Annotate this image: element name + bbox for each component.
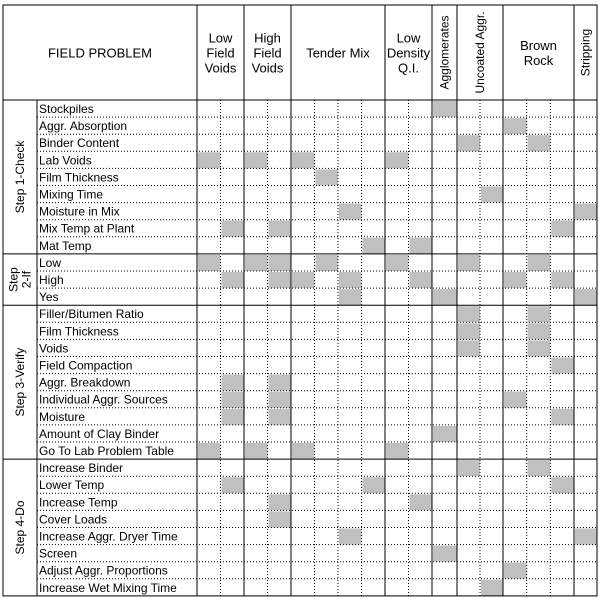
- shaded-cell: [269, 255, 292, 271]
- shaded-cell: [363, 238, 386, 254]
- row-label: Mat Temp: [39, 238, 92, 253]
- shaded-cell: [528, 340, 551, 356]
- shaded-cell: [575, 289, 597, 305]
- step-label: 2-If: [19, 270, 34, 289]
- shaded-cell: [575, 529, 597, 545]
- shaded-cell: [433, 101, 457, 117]
- shaded-cell: [198, 443, 221, 459]
- column-header-line: Q.I.: [398, 60, 419, 76]
- shaded-cell: [316, 169, 339, 185]
- row-label: Screen: [39, 546, 78, 561]
- row-label: Low: [39, 255, 62, 270]
- shaded-cell: [551, 221, 574, 237]
- column-header-line: Tender Mix: [306, 45, 370, 61]
- shaded-cell: [245, 152, 268, 168]
- shaded-cell: [504, 563, 527, 579]
- shaded-cell: [504, 118, 527, 134]
- row-label: Field Compaction: [39, 358, 133, 373]
- shaded-cell: [528, 306, 551, 322]
- shaded-cell: [433, 546, 457, 562]
- shaded-cell: [433, 289, 457, 305]
- row-label: Mixing Time: [39, 187, 104, 202]
- row-label: Moisture in Mix: [39, 204, 120, 219]
- column-header-line: Brown: [520, 38, 557, 53]
- shaded-cell: [528, 323, 551, 339]
- shaded-cell: [481, 580, 503, 596]
- shaded-cell: [528, 460, 551, 476]
- shaded-cell: [339, 529, 362, 545]
- row-label: Lower Temp: [39, 478, 105, 493]
- shaded-cell: [269, 409, 292, 425]
- column-header-line: Voids: [251, 60, 284, 76]
- row-label: Increase Temp: [39, 495, 118, 510]
- step-label: Step 4-Do: [13, 500, 27, 555]
- shaded-cell: [458, 255, 480, 271]
- column-header-line: Field: [206, 45, 235, 61]
- step-label: Step: [6, 267, 21, 292]
- shaded-cell: [363, 477, 386, 493]
- row-label: Voids: [39, 341, 69, 356]
- column-header-line: Field: [253, 45, 282, 61]
- shaded-cell: [245, 255, 268, 271]
- row-label: Go To Lab Problem Table: [39, 444, 174, 458]
- shaded-cell: [339, 289, 362, 305]
- step-label: Step 1-Check: [13, 140, 27, 214]
- column-header-line: Low: [208, 30, 233, 46]
- shaded-cell: [410, 272, 433, 288]
- shaded-cell: [386, 443, 409, 459]
- shaded-cell: [222, 409, 245, 425]
- row-label: Increase Binder: [39, 461, 124, 476]
- shaded-cell: [316, 255, 339, 271]
- step-label: Step 3-Verify: [13, 347, 27, 417]
- shaded-cell: [269, 392, 292, 408]
- row-label: Binder Content: [39, 136, 120, 151]
- row-label: Film Thickness: [39, 324, 119, 339]
- column-header: Stripping: [578, 28, 593, 77]
- shaded-cell: [551, 409, 574, 425]
- shaded-cell: [339, 272, 362, 288]
- shaded-cell: [458, 135, 480, 151]
- shaded-cell: [458, 460, 480, 476]
- shaded-cell: [292, 272, 315, 288]
- shaded-cell: [504, 392, 527, 408]
- shaded-cell: [292, 152, 315, 168]
- shaded-cell: [433, 426, 457, 442]
- shaded-cell: [222, 477, 245, 493]
- shaded-cell: [528, 255, 551, 271]
- corner-label: FIELD PROBLEM: [47, 45, 153, 61]
- row-label: Adjust Aggr. Proportions: [39, 563, 168, 578]
- row-label: Filler/Bitumen Ratio: [39, 307, 144, 322]
- shaded-cell: [269, 375, 292, 391]
- shaded-cell: [269, 272, 292, 288]
- shaded-cell: [269, 494, 292, 510]
- shaded-cell: [386, 255, 409, 271]
- row-label: Increase Wet Mixing Time: [39, 580, 177, 595]
- shaded-cell: [339, 204, 362, 220]
- shaded-cell: [222, 272, 245, 288]
- shaded-cell: [410, 494, 433, 510]
- row-label: Film Thickness: [39, 170, 119, 185]
- shaded-cell: [245, 443, 268, 459]
- shaded-cell: [458, 306, 480, 322]
- shaded-cell: [222, 375, 245, 391]
- shaded-cell: [198, 152, 221, 168]
- column-header-line: Low: [396, 30, 421, 46]
- row-label: Stockpiles: [39, 102, 94, 116]
- row-label: Yes: [39, 290, 59, 305]
- row-label: Lab Voids: [39, 153, 92, 168]
- row-label: Cover Loads: [39, 512, 108, 527]
- shaded-cell: [551, 358, 574, 374]
- row-label: Individual Aggr. Sources: [39, 392, 168, 407]
- shaded-cell: [575, 204, 597, 220]
- shaded-cell: [504, 272, 527, 288]
- shaded-cell: [458, 323, 480, 339]
- shaded-cell: [551, 272, 574, 288]
- row-label: Mix Temp at Plant: [39, 221, 135, 236]
- column-header-line: Rock: [523, 53, 554, 68]
- shaded-cell: [198, 255, 221, 271]
- shaded-cell: [386, 152, 409, 168]
- shaded-cell: [269, 221, 292, 237]
- column-header-line: Voids: [204, 60, 237, 76]
- shaded-cell: [410, 238, 433, 254]
- shaded-cell: [222, 221, 245, 237]
- shaded-cell: [528, 135, 551, 151]
- shaded-cell: [269, 511, 292, 527]
- shaded-cell: [481, 187, 503, 203]
- column-header-line: Density: [386, 45, 431, 61]
- row-label: Amount of Clay Binder: [39, 426, 160, 441]
- row-label: Aggr. Absorption: [39, 119, 128, 134]
- shaded-cell: [458, 340, 480, 356]
- row-label: Moisture: [39, 409, 86, 424]
- row-label: High: [39, 273, 64, 287]
- shaded-cell: [222, 392, 245, 408]
- column-header: Agglomerates: [437, 15, 452, 90]
- shaded-cell: [292, 443, 315, 459]
- shaded-cell: [551, 477, 574, 493]
- row-label: Aggr. Breakdown: [39, 375, 131, 390]
- column-header-line: High: [254, 30, 281, 46]
- column-header: Uncoated Aggr.: [473, 11, 487, 94]
- row-label: Increase Aggr. Dryer Time: [39, 529, 178, 544]
